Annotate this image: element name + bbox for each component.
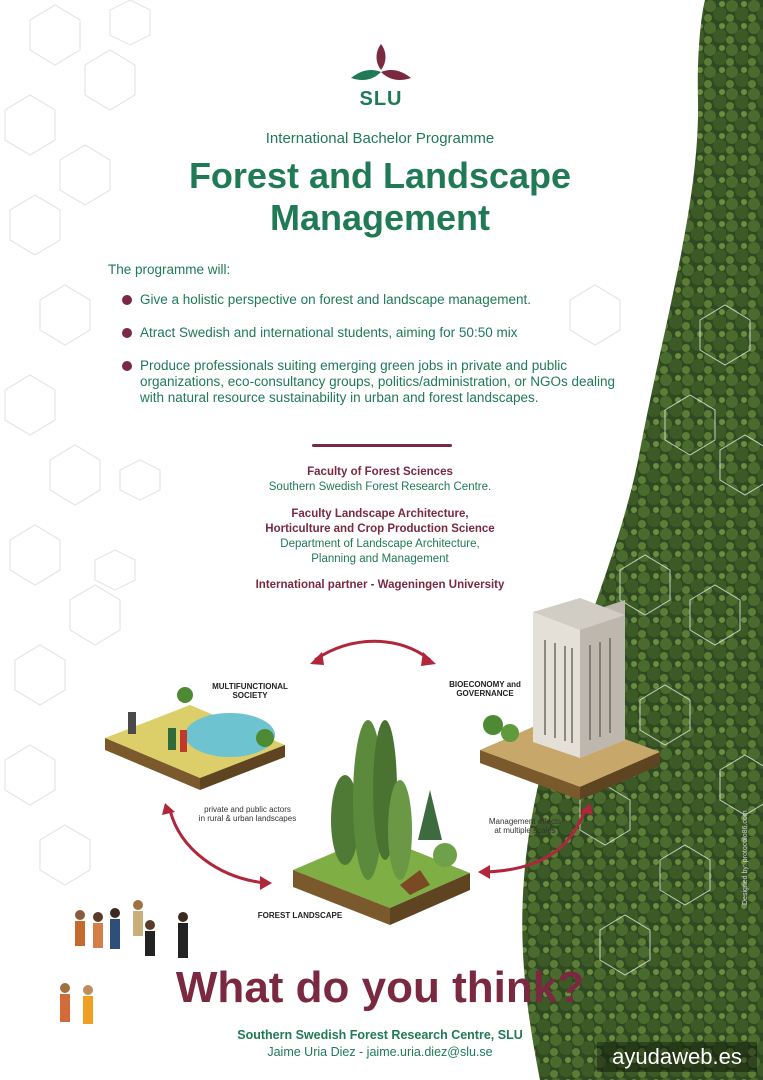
programme-subtitle: International Bachelor Programme xyxy=(265,130,495,147)
list-item: Produce professionals suiting emerging green jobs in private and public organizations, eco-consultancy groups, politics/administration, or NGOs dealing with natural resource sustainability in urban and forest landscapes. xyxy=(122,358,622,406)
bioeconomy-tile xyxy=(480,598,660,800)
label-bioeconomy: BIOECONOMY and GOVERNANCE xyxy=(449,680,521,698)
arrow-top xyxy=(315,641,430,660)
contact-organization: Southern Swedish Forest Research Centre, SLU xyxy=(237,1028,523,1042)
design-credit: Designed by: protocolo86.com xyxy=(742,810,749,905)
forest-landscape-tile xyxy=(293,720,470,925)
title-line-1: Forest and Landscape xyxy=(188,155,572,196)
contact-person: Jaime Uria Diez - jaime.uria.diez@slu.se xyxy=(267,1045,493,1059)
question-heading: What do you think? xyxy=(175,963,585,1012)
note-management: Management effects at multiple scales xyxy=(488,817,562,835)
faculty-landscape: Faculty Landscape Architecture, Horticulture and Crop Production Science Department of Landscape Architecture, Planning and Management xyxy=(265,508,495,565)
watermark: ayudaweb.es xyxy=(597,1042,757,1072)
logo-text: SLU xyxy=(359,88,403,110)
faculty-forest: Faculty of Forest Sciences Southern Swedish Forest Research Centre. xyxy=(268,466,492,493)
multifunctional-society-tile xyxy=(105,687,285,790)
intro-text: The programme will: xyxy=(108,262,231,277)
label-multifunctional-society: MULTIFUNCTIONAL SOCIETY xyxy=(212,682,288,700)
list-item: Atract Swedish and international students, aiming for 50:50 mix xyxy=(122,325,622,341)
label-forest-landscape: FOREST LANDSCAPE xyxy=(257,911,343,920)
partner-info: International partner - Wageningen University xyxy=(255,579,505,591)
note-actors: private and public actors in rural & urban landscapes xyxy=(198,805,297,823)
list-item: Give a holistic perspective on forest and landscape management. xyxy=(122,292,622,308)
title-line-2: Management xyxy=(269,197,491,238)
